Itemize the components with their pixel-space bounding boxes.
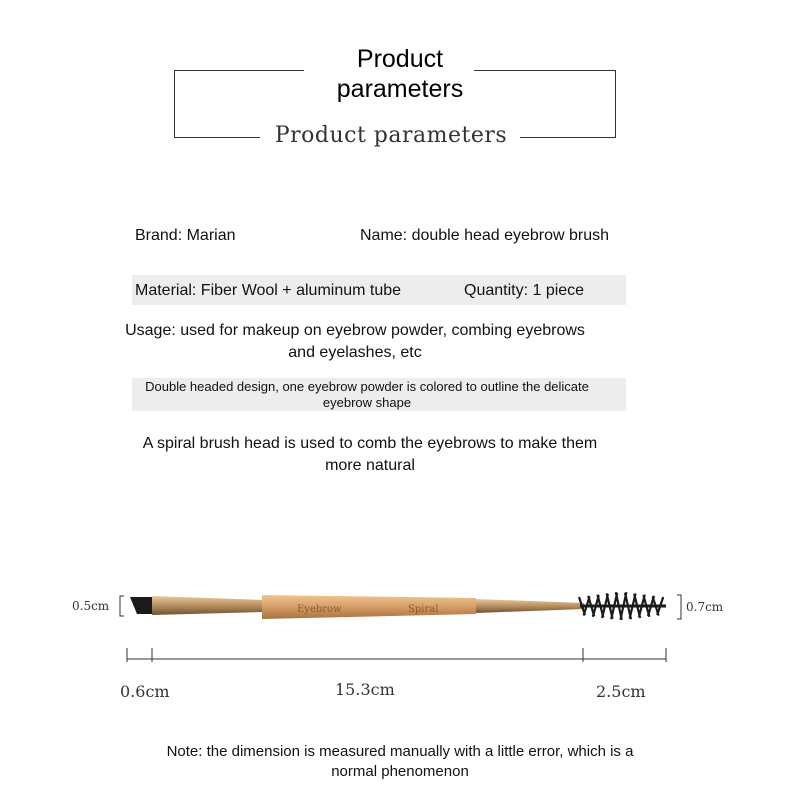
page-subtitle: Product parameters — [274, 123, 508, 148]
design-text: Double headed design, one eyebrow powder is colored to outline the delicate eyebrow shape — [145, 379, 589, 410]
note-text: Note: the dimension is measured manually with a little error, which is a normal phenomenon — [166, 743, 634, 780]
frame-line — [174, 70, 304, 71]
page-title: Product parameters — [336, 45, 464, 103]
brush-illustration — [0, 570, 800, 650]
name-text: Name: double head eyebrow brush — [360, 227, 610, 244]
angled-bristles — [130, 597, 152, 614]
frame-line — [615, 70, 616, 138]
brush-handle — [262, 595, 476, 619]
dim-handle-length: 15.3cm — [335, 680, 395, 699]
handle-label-spiral: Spiral — [408, 604, 439, 615]
handle-label-eyebrow: Eyebrow — [297, 604, 342, 615]
material-text: Material: Fiber Wool + aluminum tube — [135, 282, 402, 299]
dim-left-width: 0.6cm — [120, 682, 170, 701]
spiral-text: A spiral brush head is used to comb the eyebrows to make them more natural — [142, 435, 598, 474]
right-ferrule — [476, 599, 584, 613]
dim-right-head: 0.7cm — [686, 600, 724, 614]
frame-line — [174, 70, 175, 138]
spiral-bristles — [579, 592, 666, 620]
left-bracket — [120, 596, 124, 616]
right-bracket — [677, 595, 681, 619]
left-ferrule — [152, 596, 264, 615]
frame-line — [520, 137, 616, 138]
usage-text: Usage: used for makeup on eyebrow powder, combing eyebrows and eyelashes, etc — [125, 322, 585, 361]
dim-spiral-length: 2.5cm — [596, 682, 646, 701]
quantity-text: Quantity: 1 piece — [464, 282, 585, 299]
brand-text: Brand: Marian — [135, 227, 236, 244]
dim-left-head: 0.5cm — [72, 599, 110, 613]
dimension-ruler — [0, 640, 800, 670]
frame-line — [174, 137, 260, 138]
